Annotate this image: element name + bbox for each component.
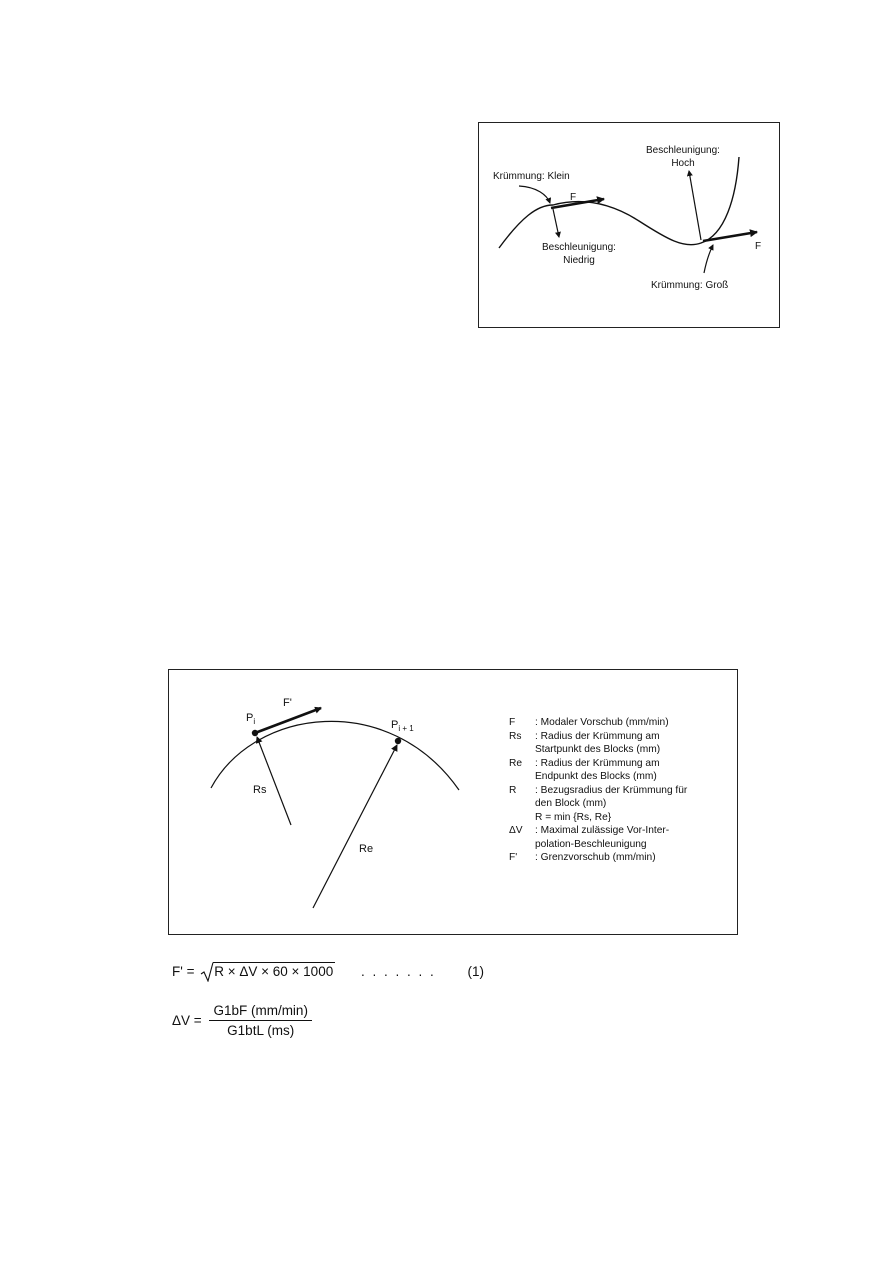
- formula1-radicand: R × ΔV × 60 × 1000: [214, 964, 334, 979]
- label-curvature-small: Krümmung: Klein: [493, 171, 570, 182]
- formula1-dots: . . . . . . .: [360, 964, 436, 979]
- figure2-drawing: [169, 670, 499, 936]
- label-feed-limit: F': [283, 697, 292, 709]
- label-accel-high-2: Hoch: [671, 158, 695, 169]
- accel-high-vector: [689, 171, 701, 240]
- legend-text: R = min {Rs, Re}: [535, 811, 612, 823]
- label-accel-low-1: Beschleunigung:: [542, 242, 616, 253]
- legend-text: Bezugsradius der Krümmung für: [540, 784, 688, 796]
- radius-end-vector: [313, 745, 397, 908]
- formula-feed-limit: [172, 962, 484, 979]
- label-point-end: $P_{i + 1}$: [391, 719, 414, 733]
- legend-symbol: R: [509, 784, 517, 796]
- legend-text: Radius der Krümmung am: [540, 730, 660, 742]
- label-feed-right: F: [755, 241, 762, 252]
- sqrt-expression: [200, 962, 335, 979]
- point-start-dot: [252, 730, 258, 736]
- formula2-lhs: ΔV =: [172, 1013, 202, 1028]
- label-point-start: $P_i$: [246, 712, 256, 726]
- label-feed-left: F: [570, 192, 577, 203]
- legend-text: Maximal zulässige Vor-Inter-: [540, 825, 670, 836]
- formula1-number: (1): [467, 964, 485, 979]
- legend-text: Modaler Vorschub (mm/min): [540, 717, 669, 728]
- feed-limit-vector: [255, 708, 321, 733]
- legend-text: Endpunkt des Blocks (mm): [535, 771, 657, 782]
- legend-item: R : Bezugsradius der Krümmung für: [509, 784, 688, 796]
- legend: [509, 716, 729, 865]
- legend-symbol: Rs: [509, 730, 522, 742]
- legend-text: Radius der Krümmung am: [540, 757, 660, 769]
- legend-symbol: F: [509, 717, 516, 728]
- point-end-dot: [395, 738, 401, 744]
- legend-item: Re : Radius der Krümmung am: [509, 757, 660, 769]
- legend-text: polation-Beschleunigung: [535, 838, 647, 850]
- formula2-denominator: G1btL (ms): [227, 1023, 295, 1038]
- legend-symbol: Re: [509, 757, 523, 769]
- label-radius-end: Re: [359, 843, 374, 855]
- arc-curve: [211, 721, 459, 790]
- formula2-numerator: G1bF (mm/min): [209, 1003, 312, 1021]
- radius-start-vector: [257, 737, 291, 825]
- legend-text: den Block (mm): [535, 798, 607, 809]
- formula1-lhs: F' =: [172, 964, 195, 979]
- figure-radius-definitions: [168, 669, 738, 935]
- formula-delta-v: [172, 1003, 312, 1038]
- legend-item: F : Modaler Vorschub (mm/min): [509, 717, 669, 728]
- legend-item: ΔV : Maximal zulässige Vor-Inter-: [509, 825, 670, 836]
- pointer-curvature-large: [704, 245, 713, 273]
- legend-symbol: ΔV: [509, 825, 523, 836]
- accel-low-vector: [553, 209, 559, 237]
- legend-item: F' : Grenzvorschub (mm/min): [509, 852, 656, 863]
- sqrt-sign-icon: [200, 962, 214, 982]
- legend-symbol: F': [509, 852, 518, 863]
- legend-text: Startpunkt des Blocks (mm): [535, 744, 661, 755]
- label-curvature-large: Krümmung: Groß: [651, 280, 729, 291]
- label-accel-high-1: Beschleunigung:: [646, 145, 720, 156]
- feed-vector-right: [703, 232, 757, 241]
- legend-text: Grenzvorschub (mm/min): [540, 852, 656, 863]
- label-radius-start: Rs: [253, 784, 267, 796]
- figure1-drawing: [479, 123, 781, 329]
- figure-curvature-acceleration: [478, 122, 780, 328]
- fraction: [209, 1003, 312, 1038]
- legend-item: Rs : Radius der Krümmung am: [509, 730, 660, 742]
- label-accel-low-2: Niedrig: [563, 255, 595, 266]
- pointer-curvature-small: [519, 186, 550, 203]
